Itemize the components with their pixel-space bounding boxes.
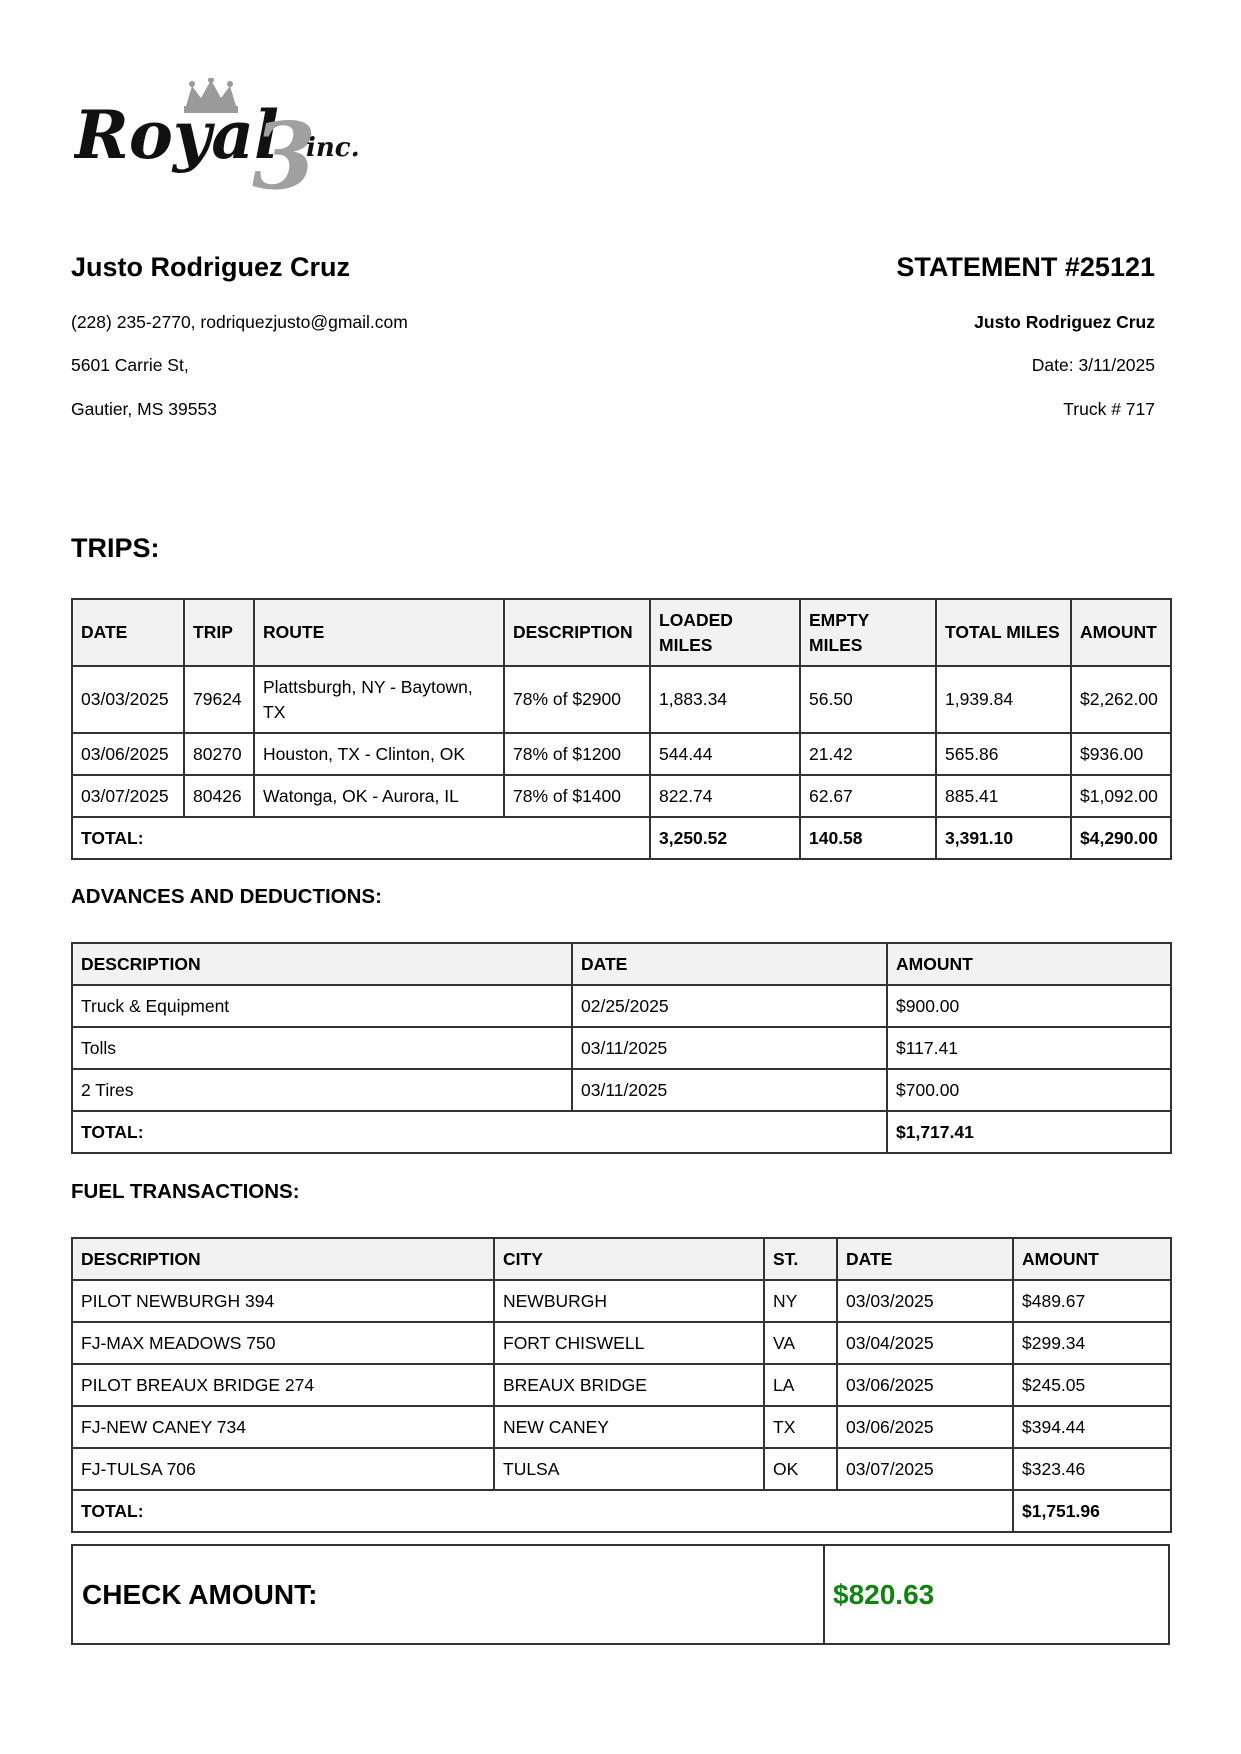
table-cell: $936.00 [1071, 733, 1171, 775]
table-cell: 885.41 [936, 775, 1071, 817]
table-row [72, 775, 1171, 817]
table-cell: 80270 [184, 733, 254, 775]
table-cell: Houston, TX - Clinton, OK [254, 733, 504, 775]
statement-title: STATEMENT #25121 [896, 252, 1155, 282]
table-cell: Truck & Equipment [72, 985, 572, 1027]
table-row [72, 1280, 1171, 1322]
check-amount-label: CHECK AMOUNT: [73, 1546, 825, 1643]
table-cell: OK [764, 1448, 837, 1490]
table-cell: LA [764, 1364, 837, 1406]
table-cell: 78% of $1200 [504, 733, 650, 775]
statement-date: Date: 3/11/2025 [1031, 355, 1155, 375]
trips-total-amount: $4,290.00 [1071, 817, 1171, 859]
table-row [72, 1448, 1171, 1490]
trips-header-cell: TOTAL MILES [936, 599, 1071, 666]
table-cell: Watonga, OK - Aurora, IL [254, 775, 504, 817]
table-cell: 02/25/2025 [572, 985, 887, 1027]
table-row [72, 1322, 1171, 1364]
table-cell: TX [764, 1406, 837, 1448]
trips-total-miles: 3,391.10 [936, 817, 1071, 859]
table-cell: 03/11/2025 [572, 1069, 887, 1111]
table-row [72, 1027, 1171, 1069]
table-cell: Tolls [72, 1027, 572, 1069]
table-cell: 03/06/2025 [837, 1406, 1013, 1448]
table-cell: 03/06/2025 [72, 733, 184, 775]
check-amount-box [71, 1544, 1170, 1645]
check-amount-value: $820.63 [833, 1578, 935, 1610]
table-cell: 03/03/2025 [837, 1280, 1013, 1322]
table-row [72, 985, 1171, 1027]
table-row [72, 1406, 1171, 1448]
deductions-total-label: TOTAL: [72, 1111, 887, 1153]
table-cell: 79624 [184, 666, 254, 733]
table-cell: $299.34 [1013, 1322, 1171, 1364]
table-cell: $394.44 [1013, 1406, 1171, 1448]
svg-text:Royal: Royal [74, 96, 280, 174]
table-cell: PILOT NEWBURGH 394 [72, 1280, 494, 1322]
table-cell: $700.00 [887, 1069, 1171, 1111]
table-row [72, 666, 1171, 733]
table-cell: $323.46 [1013, 1448, 1171, 1490]
deductions-header-cell: AMOUNT [887, 943, 1171, 985]
deductions-total-amount: $1,717.41 [887, 1111, 1171, 1153]
table-cell: $900.00 [887, 985, 1171, 1027]
table-cell: 822.74 [650, 775, 800, 817]
table-cell: 03/04/2025 [837, 1322, 1013, 1364]
table-row [72, 733, 1171, 775]
trips-header-cell: TRIP [184, 599, 254, 666]
table-cell: 21.42 [800, 733, 936, 775]
statement-name: Justo Rodriguez Cruz [974, 312, 1155, 332]
trips-total-row [72, 817, 1171, 859]
table-cell: TULSA [494, 1448, 764, 1490]
table-cell: FJ-NEW CANEY 734 [72, 1406, 494, 1448]
trips-header-cell: DESCRIPTION [504, 599, 650, 666]
table-cell: 1,939.84 [936, 666, 1071, 733]
table-cell: NEW CANEY [494, 1406, 764, 1448]
deductions-total-row [72, 1111, 1171, 1153]
deductions-header-cell: DESCRIPTION [72, 943, 572, 985]
company-logo [74, 78, 384, 196]
table-cell: FORT CHISWELL [494, 1322, 764, 1364]
table-cell: NY [764, 1280, 837, 1322]
trips-total-empty: 140.58 [800, 817, 936, 859]
table-cell: 03/07/2025 [72, 775, 184, 817]
statement-truck: Truck # 717 [1063, 399, 1155, 419]
table-cell: 544.44 [650, 733, 800, 775]
trips-total-loaded: 3,250.52 [650, 817, 800, 859]
driver-address-line1: 5601 Carrie St, [71, 355, 189, 375]
table-cell: VA [764, 1322, 837, 1364]
trips-header-cell: ROUTE [254, 599, 504, 666]
table-cell: $1,092.00 [1071, 775, 1171, 817]
fuel-header-cell: CITY [494, 1238, 764, 1280]
trips-header-cell: EMPTY MILES [800, 599, 936, 666]
table-cell: 78% of $1400 [504, 775, 650, 817]
svg-text:3: 3 [252, 102, 317, 196]
table-cell: 03/11/2025 [572, 1027, 887, 1069]
deductions-title: ADVANCES AND DEDUCTIONS: [71, 885, 382, 908]
table-cell: BREAUX BRIDGE [494, 1364, 764, 1406]
driver-address-line2: Gautier, MS 39553 [71, 399, 217, 419]
fuel-total-row [72, 1490, 1171, 1532]
table-cell: Plattsburgh, NY - Baytown, TX [254, 666, 504, 733]
fuel-header-cell: DATE [837, 1238, 1013, 1280]
table-cell: $2,262.00 [1071, 666, 1171, 733]
fuel-header-cell: DESCRIPTION [72, 1238, 494, 1280]
trips-title: TRIPS: [71, 533, 160, 563]
table-cell: $117.41 [887, 1027, 1171, 1069]
table-cell: 565.86 [936, 733, 1071, 775]
deductions-table [71, 942, 1172, 1154]
table-row [72, 1069, 1171, 1111]
table-cell: 78% of $2900 [504, 666, 650, 733]
table-cell: $245.05 [1013, 1364, 1171, 1406]
table-cell: PILOT BREAUX BRIDGE 274 [72, 1364, 494, 1406]
trips-header-cell: DATE [72, 599, 184, 666]
table-cell: 1,883.34 [650, 666, 800, 733]
fuel-header-cell: ST. [764, 1238, 837, 1280]
trips-header-cell: AMOUNT [1071, 599, 1171, 666]
table-cell: 2 Tires [72, 1069, 572, 1111]
fuel-title: FUEL TRANSACTIONS: [71, 1180, 300, 1203]
fuel-total-label: TOTAL: [72, 1490, 1013, 1532]
table-cell: 62.67 [800, 775, 936, 817]
fuel-header-row [72, 1238, 1171, 1280]
svg-text:inc.: inc. [306, 133, 360, 163]
table-cell: NEWBURGH [494, 1280, 764, 1322]
table-cell: $489.67 [1013, 1280, 1171, 1322]
deductions-header-cell: DATE [572, 943, 887, 985]
driver-contact: (228) 235-2770, rodriquezjusto@gmail.com [71, 312, 408, 332]
trips-table [71, 598, 1172, 860]
table-cell: FJ-MAX MEADOWS 750 [72, 1322, 494, 1364]
trips-total-label: TOTAL: [72, 817, 650, 859]
table-cell: 80426 [184, 775, 254, 817]
fuel-header-cell: AMOUNT [1013, 1238, 1171, 1280]
table-cell: 03/03/2025 [72, 666, 184, 733]
table-cell: 03/06/2025 [837, 1364, 1013, 1406]
table-row [72, 1364, 1171, 1406]
fuel-total-amount: $1,751.96 [1013, 1490, 1171, 1532]
trips-header-cell: LOADED MILES [650, 599, 800, 666]
table-cell: 03/07/2025 [837, 1448, 1013, 1490]
fuel-table [71, 1237, 1172, 1533]
driver-name: Justo Rodriguez Cruz [71, 252, 351, 282]
table-cell: 56.50 [800, 666, 936, 733]
table-cell: FJ-TULSA 706 [72, 1448, 494, 1490]
trips-header-row [72, 599, 1171, 666]
deductions-header-row [72, 943, 1171, 985]
